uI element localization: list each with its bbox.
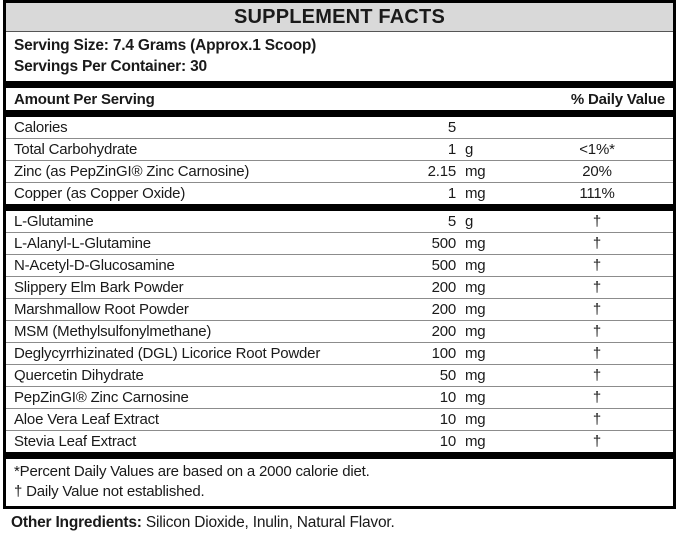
ingredient-daily-value: † <box>592 257 602 274</box>
ingredient-daily-value: † <box>592 389 602 406</box>
ingredient-daily-value: † <box>592 411 602 428</box>
ingredient-amount: 200 <box>431 279 456 296</box>
ingredient-daily-value: † <box>592 433 602 450</box>
ingredient-unit: mg <box>465 367 486 384</box>
ingredient-amount: 10 <box>439 389 456 406</box>
table-row <box>6 276 673 298</box>
ingredient-amount: 10 <box>439 433 456 450</box>
ingredient-name: Deglycyrrhizinated (DGL) Licorice Root Powder <box>14 345 321 362</box>
other-ingredients-text: Silicon Dioxide, Inulin, Natural Flavor. <box>141 514 395 531</box>
ingredient-amount: 500 <box>431 257 456 274</box>
table-row <box>6 342 673 364</box>
ingredient-daily-value: <1%* <box>579 141 615 158</box>
ingredient-name: Slippery Elm Bark Powder <box>14 279 184 296</box>
daily-value-not-established-footnote: † Daily Value not established. <box>14 483 205 500</box>
ingredient-name: Marshmallow Root Powder <box>14 301 189 318</box>
ingredient-unit: mg <box>465 163 486 180</box>
column-header-row <box>6 88 673 110</box>
ingredient-unit: mg <box>465 301 486 318</box>
footnotes <box>6 459 673 506</box>
ingredient-unit: mg <box>465 235 486 252</box>
table-row <box>6 320 673 342</box>
ingredient-daily-value: 20% <box>582 163 612 180</box>
table-row <box>6 232 673 254</box>
daily-value-header: % Daily Value <box>570 90 665 108</box>
supplement-facts-box <box>3 0 676 509</box>
table-row <box>6 298 673 320</box>
ingredient-amount: 200 <box>431 301 456 318</box>
serving-size-text: Serving Size: 7.4 Grams (Approx.1 Scoop) <box>14 37 317 54</box>
other-ingredients-line <box>11 513 671 533</box>
ingredient-daily-value: † <box>592 323 602 340</box>
amount-per-serving-header: Amount Per Serving <box>14 90 155 108</box>
ingredient-daily-value: † <box>592 367 602 384</box>
ingredient-daily-value: † <box>592 345 602 362</box>
table-row <box>6 364 673 386</box>
other-ingredients-label: Other Ingredients: <box>11 514 142 531</box>
ingredient-unit: mg <box>465 279 486 296</box>
ingredient-name: Total Carbohydrate <box>14 141 138 158</box>
table-row <box>6 160 673 182</box>
ingredient-daily-value: † <box>592 279 602 296</box>
table-row <box>6 182 673 204</box>
ingredient-unit: mg <box>465 185 486 202</box>
ingredient-name: Zinc (as PepZinGI® Zinc Carnosine) <box>14 163 250 180</box>
ingredient-amount: 1 <box>447 185 456 202</box>
ingredient-name: Copper (as Copper Oxide) <box>14 185 186 202</box>
ingredient-name: L-Glutamine <box>14 213 94 230</box>
ingredient-amount: 5 <box>447 119 456 136</box>
table-row <box>6 254 673 276</box>
ingredient-unit: g <box>465 213 474 230</box>
ingredient-unit: mg <box>465 345 486 362</box>
servings-per-container-text: Servings Per Container: 30 <box>14 58 207 75</box>
ingredient-amount: 500 <box>431 235 456 252</box>
botanicals-section <box>6 211 673 452</box>
ingredient-name: L-Alanyl-L-Glutamine <box>14 235 151 252</box>
table-row <box>6 117 673 138</box>
divider-bar <box>6 81 673 88</box>
ingredient-daily-value: 111% <box>579 185 615 202</box>
ingredient-name: Stevia Leaf Extract <box>14 433 137 450</box>
ingredient-amount: 2.15 <box>427 163 456 180</box>
ingredient-daily-value: † <box>592 301 602 318</box>
ingredient-unit: g <box>465 141 474 158</box>
ingredient-amount: 50 <box>439 367 456 384</box>
ingredient-amount: 1 <box>447 141 456 158</box>
divider-bar <box>6 452 673 459</box>
nutrients-section <box>6 117 673 204</box>
ingredient-amount: 10 <box>439 411 456 428</box>
ingredient-amount: 100 <box>431 345 456 362</box>
ingredient-unit: mg <box>465 323 486 340</box>
ingredient-unit: mg <box>465 257 486 274</box>
ingredient-unit: mg <box>465 433 486 450</box>
ingredient-name: PepZinGI® Zinc Carnosine <box>14 389 189 406</box>
ingredient-name: Quercetin Dihydrate <box>14 367 144 384</box>
serving-info <box>6 32 673 81</box>
table-row <box>6 430 673 452</box>
ingredient-name: Calories <box>14 119 68 136</box>
ingredient-amount: 5 <box>447 213 456 230</box>
table-row <box>6 211 673 232</box>
ingredient-unit: mg <box>465 389 486 406</box>
table-row <box>6 408 673 430</box>
ingredient-daily-value: † <box>592 235 602 252</box>
divider-bar <box>6 204 673 211</box>
table-row <box>6 386 673 408</box>
ingredient-name: N-Acetyl-D-Glucosamine <box>14 257 175 274</box>
ingredient-daily-value: † <box>592 213 602 230</box>
ingredient-unit: mg <box>465 411 486 428</box>
ingredient-amount: 200 <box>431 323 456 340</box>
panel-title: SUPPLEMENT FACTS <box>6 3 673 32</box>
divider-bar <box>6 110 673 117</box>
ingredient-name: Aloe Vera Leaf Extract <box>14 411 159 428</box>
table-row <box>6 138 673 160</box>
percent-daily-value-footnote: *Percent Daily Values are based on a 2000 calorie diet. <box>14 463 370 480</box>
ingredient-name: MSM (Methylsulfonylmethane) <box>14 323 212 340</box>
